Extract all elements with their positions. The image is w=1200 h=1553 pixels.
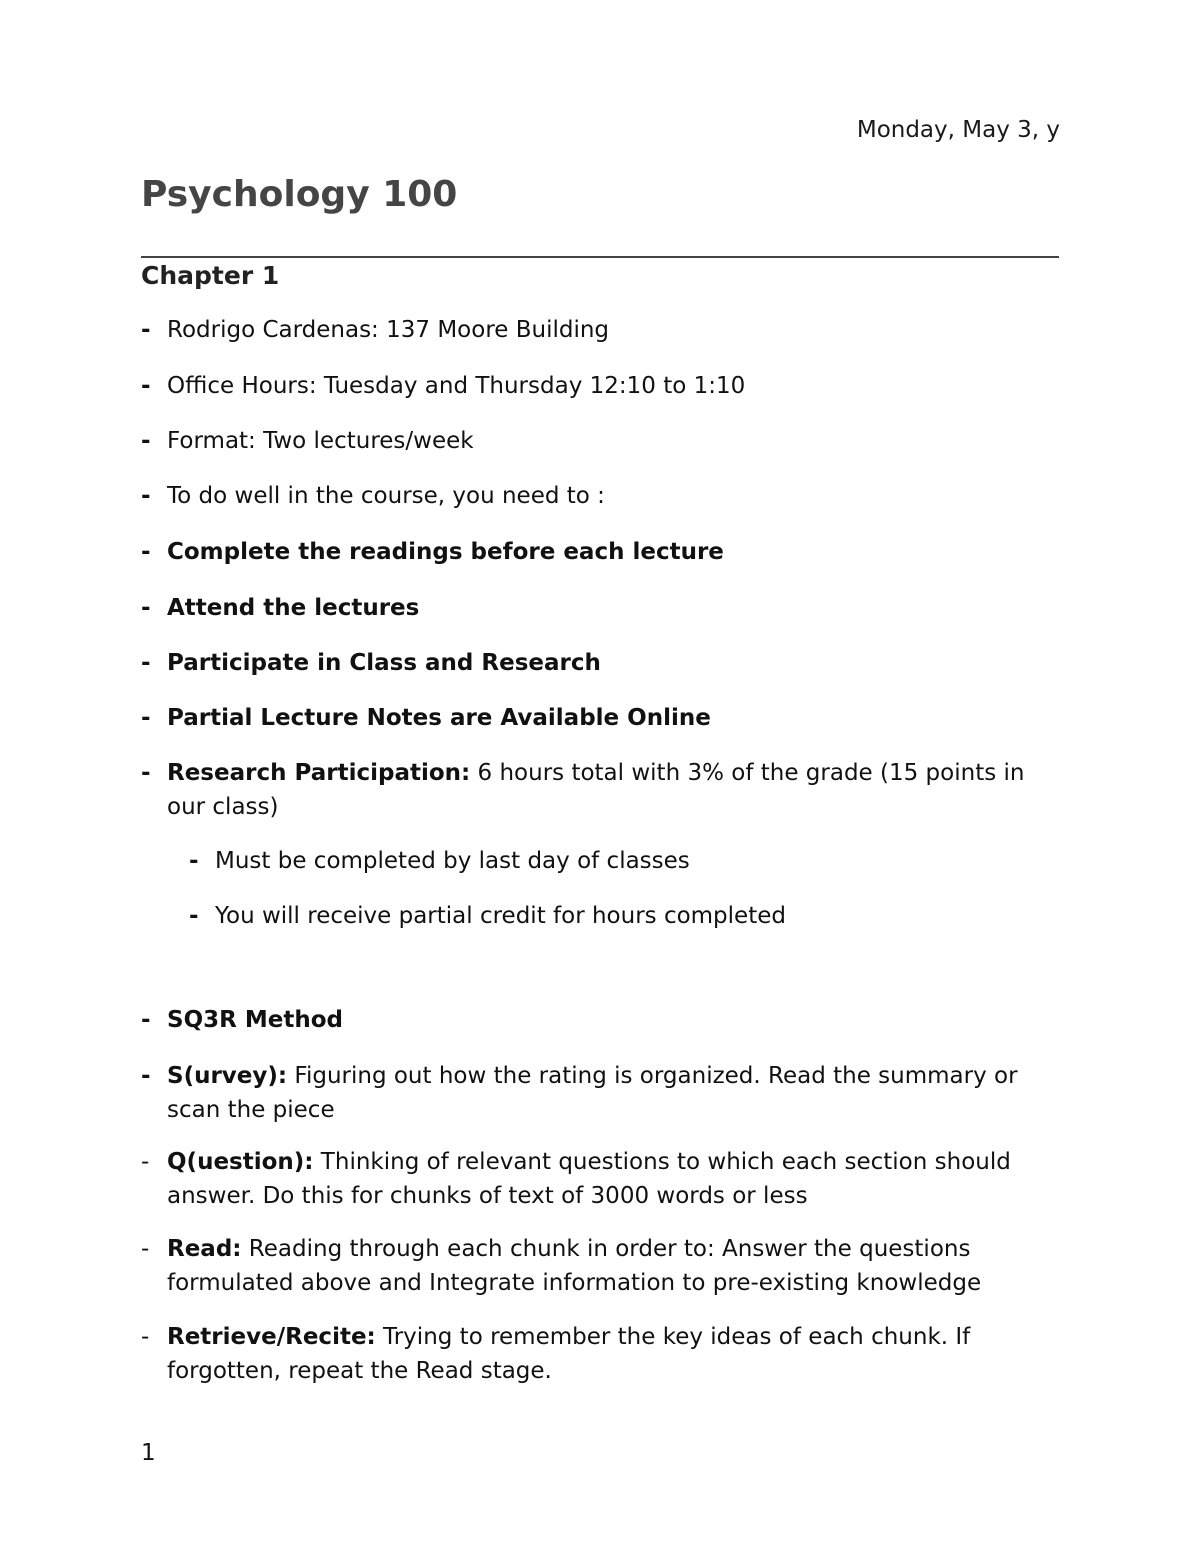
bullet-marker: - xyxy=(141,650,151,676)
list-item-readings xyxy=(141,535,1061,569)
bullet-marker: - xyxy=(141,1236,150,1262)
bullet-marker: - xyxy=(141,760,151,786)
list-item-survey xyxy=(141,1059,1061,1127)
list-item-text: Office Hours: Tuesday and Thursday 12:10 to 1:10 xyxy=(167,373,746,399)
bullet-marker: - xyxy=(141,1324,150,1350)
list-item-text: Partial Lecture Notes are Available Online xyxy=(167,705,711,731)
list-item-text: Format: Two lectures/week xyxy=(167,428,474,454)
list-item-instructor xyxy=(141,313,1061,347)
bullet-marker: - xyxy=(141,1149,150,1175)
bullet-marker: - xyxy=(141,428,151,454)
list-item-text: Rodrigo Cardenas: 137 Moore Building xyxy=(167,317,610,343)
list-item-notes xyxy=(141,701,1061,735)
survey-text: Figuring out how the rating is organized. Read the summary or scan the piece xyxy=(167,1063,1018,1123)
read-text: Reading through each chunk in order to: Answer the questions formulated above and Integrate information to pre-existing knowledge xyxy=(167,1236,982,1296)
list-item-participate xyxy=(141,646,1061,680)
bullet-marker: - xyxy=(141,595,151,621)
question-text: Thinking of relevant questions to which each section should answer. Do this for chunks of text of 3000 words or less xyxy=(167,1149,1011,1209)
research-label: Research Participation: xyxy=(167,760,471,786)
title-divider xyxy=(141,256,1059,258)
bullet-marker: - xyxy=(141,1007,151,1033)
list-item-text: To do well in the course, you need to : xyxy=(167,483,605,509)
list-item-read xyxy=(141,1232,1061,1300)
bullet-marker: - xyxy=(141,705,151,731)
list-item-do-well xyxy=(141,479,1061,513)
chapter-heading: Chapter 1 xyxy=(141,261,280,290)
list-item-office-hours xyxy=(141,369,1061,403)
list-item-retrieve xyxy=(141,1320,1061,1388)
list-item-sq3r xyxy=(141,1003,1061,1037)
list-item-research-deadline xyxy=(189,844,1061,878)
list-item-text xyxy=(167,1232,1061,1300)
list-item-text: SQ3R Method xyxy=(167,1007,343,1033)
bullet-marker: - xyxy=(141,1063,151,1089)
list-item-text: Complete the readings before each lecture xyxy=(167,539,724,565)
question-label: Q(uestion): xyxy=(167,1149,314,1175)
retrieve-label: Retrieve/Recite: xyxy=(167,1324,376,1350)
bullet-marker: - xyxy=(189,848,199,874)
list-item-text xyxy=(167,1145,1061,1213)
list-item-research xyxy=(141,756,1061,824)
list-item-text xyxy=(167,756,1061,824)
retrieve-text: Trying to remember the key ideas of each chunk. If forgotten, repeat the Read stage. xyxy=(167,1324,971,1384)
bullet-marker: - xyxy=(141,539,151,565)
list-item-text: Participate in Class and Research xyxy=(167,650,601,676)
research-text: 6 hours total with 3% of the grade (15 points in our class) xyxy=(167,760,1025,820)
page-number: 1 xyxy=(141,1440,156,1466)
list-item-text xyxy=(167,1059,1061,1127)
bullet-marker: - xyxy=(141,483,151,509)
document-date: Monday, May 3, y xyxy=(856,117,1060,143)
list-item-text: You will receive partial credit for hours completed xyxy=(215,903,786,929)
survey-label: S(urvey): xyxy=(167,1063,288,1089)
list-item-question xyxy=(141,1145,1061,1213)
bullet-marker: - xyxy=(189,903,199,929)
bullet-marker: - xyxy=(141,317,151,343)
list-item-format xyxy=(141,424,1061,458)
list-item-text: Attend the lectures xyxy=(167,595,420,621)
list-item-research-credit xyxy=(189,899,1061,933)
read-label: Read: xyxy=(167,1236,242,1262)
bullet-marker: - xyxy=(141,373,151,399)
list-item-text xyxy=(167,1320,1061,1388)
document-title: Psychology 100 xyxy=(141,174,458,215)
list-item-text: Must be completed by last day of classes xyxy=(215,848,690,874)
list-item-attend xyxy=(141,591,1061,625)
